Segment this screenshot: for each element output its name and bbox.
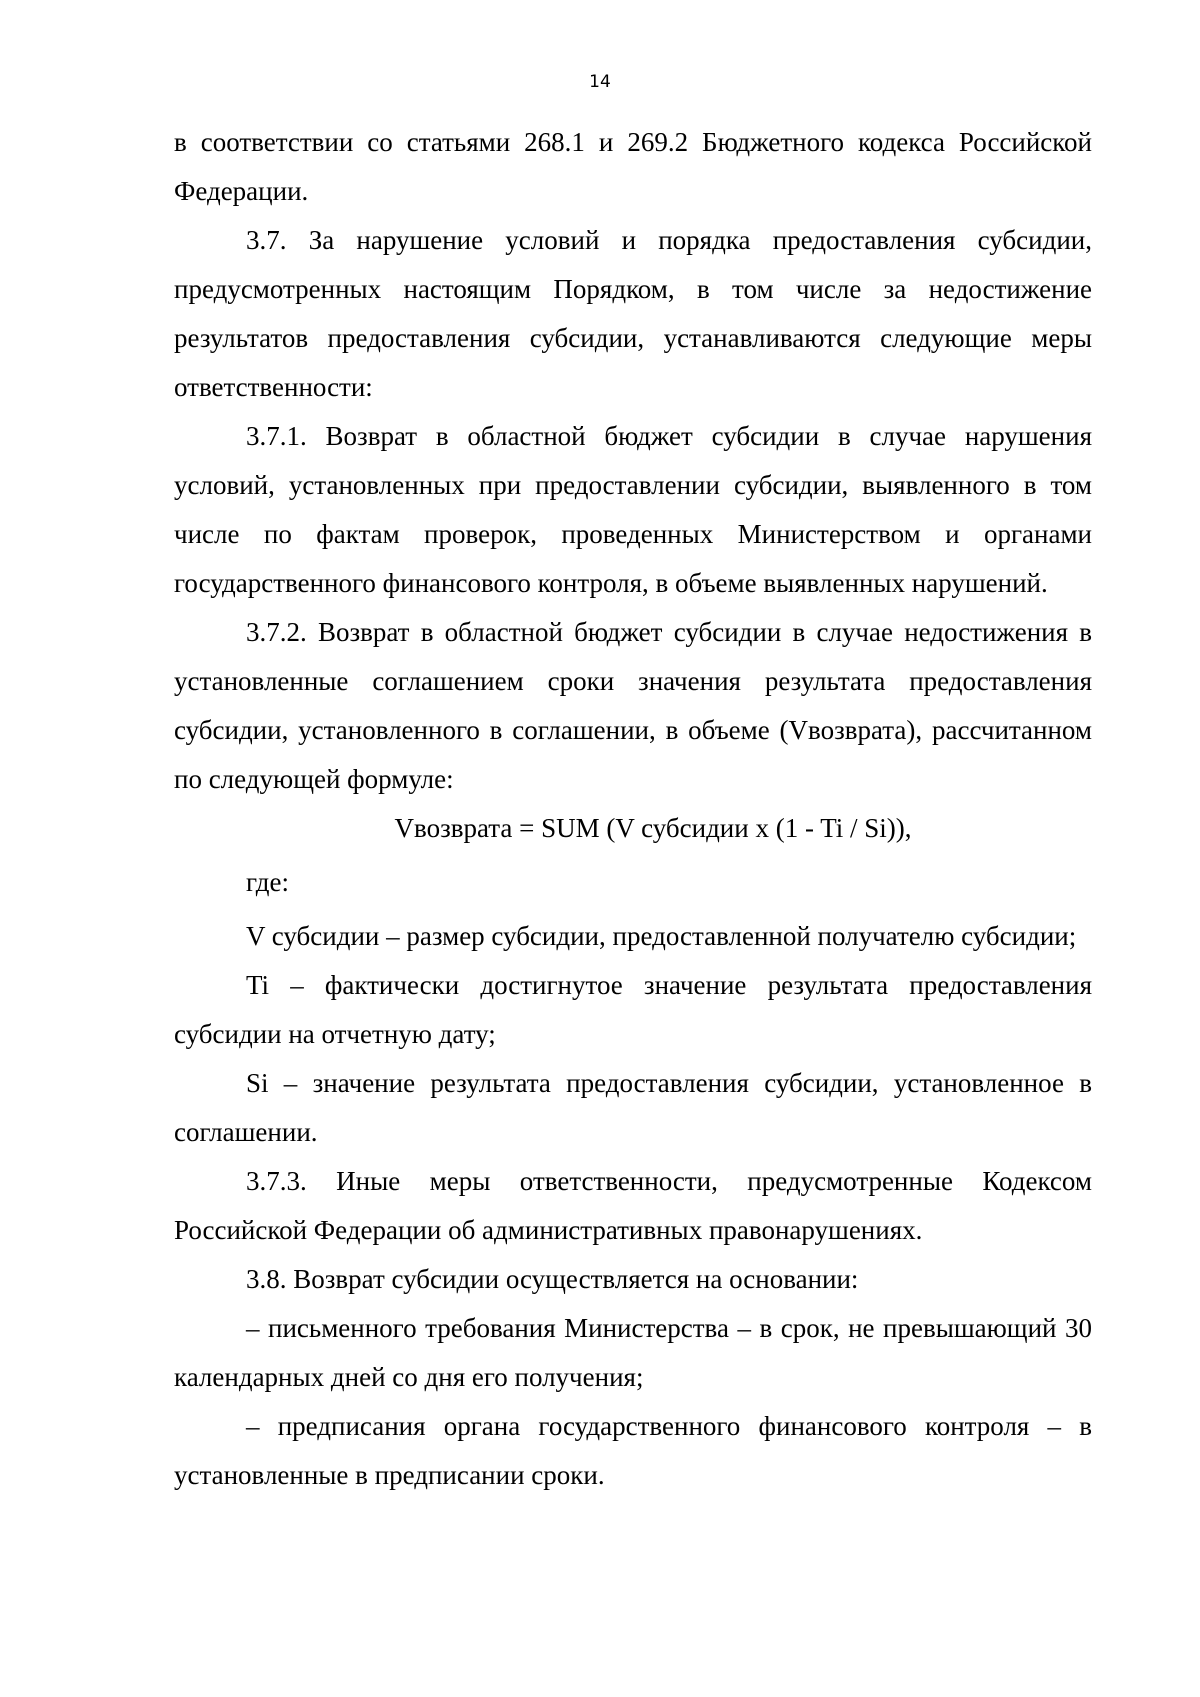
page-number: 14 (589, 72, 611, 92)
paragraph-3-7: 3.7. За нарушение условий и порядка предоставления субсидии, предусмотренных настоящим Порядком, в том числе за недостижение результатов предоставления субсидии, устанавливаются следующие меры ответственности: (174, 225, 1092, 402)
definition-ti: Ti – фактически достигнутое значение результата предоставления субсидии на отчетную дату; (174, 970, 1092, 1049)
paragraph-3-7-1: 3.7.1. Возврат в областной бюджет субсидии в случае нарушения условий, установленных при предоставлении субсидии, выявленного в том числе по фактам проверок, проведенных Министерством и органами государственного финансового контроля, в объеме выявленных нарушений. (174, 421, 1092, 598)
paragraph-3-7-3: 3.7.3. Иные меры ответственности, предусмотренные Кодексом Российской Федерации об административных правонарушениях. (174, 1166, 1092, 1245)
definition-si: Si – значение результата предоставления субсидии, установленное в соглашении. (174, 1068, 1092, 1147)
formula: Vвозврата = SUM (V субсидии x (1 - Ti / Si)), (394, 813, 912, 843)
paragraph-3-8: 3.8. Возврат субсидии осуществляется на основании: (246, 1264, 859, 1294)
document-body (174, 118, 1092, 1500)
where-label: где: (246, 867, 289, 897)
list-item-written-requirement: – письменного требования Министерства – в срок, не превышающий 30 календарных дней со дня его получения; (174, 1313, 1092, 1392)
definition-v-subsidy: V субсидии – размер субсидии, предоставленной получателю субсидии; (246, 921, 1077, 951)
list-item-prescription: – предписания органа государственного финансового контроля – в установленные в предписании сроки. (174, 1411, 1092, 1490)
paragraph-continuation: в соответствии со статьями 268.1 и 269.2 Бюджетного кодекса Российской Федерации. (174, 127, 1092, 206)
paragraph-3-7-2: 3.7.2. Возврат в областной бюджет субсидии в случае недостижения в установленные соглашением сроки значения результата предоставления субсидии, установленного в соглашении, в объеме (Vвозврата), рассчитанном по следующей формуле: (174, 617, 1092, 794)
